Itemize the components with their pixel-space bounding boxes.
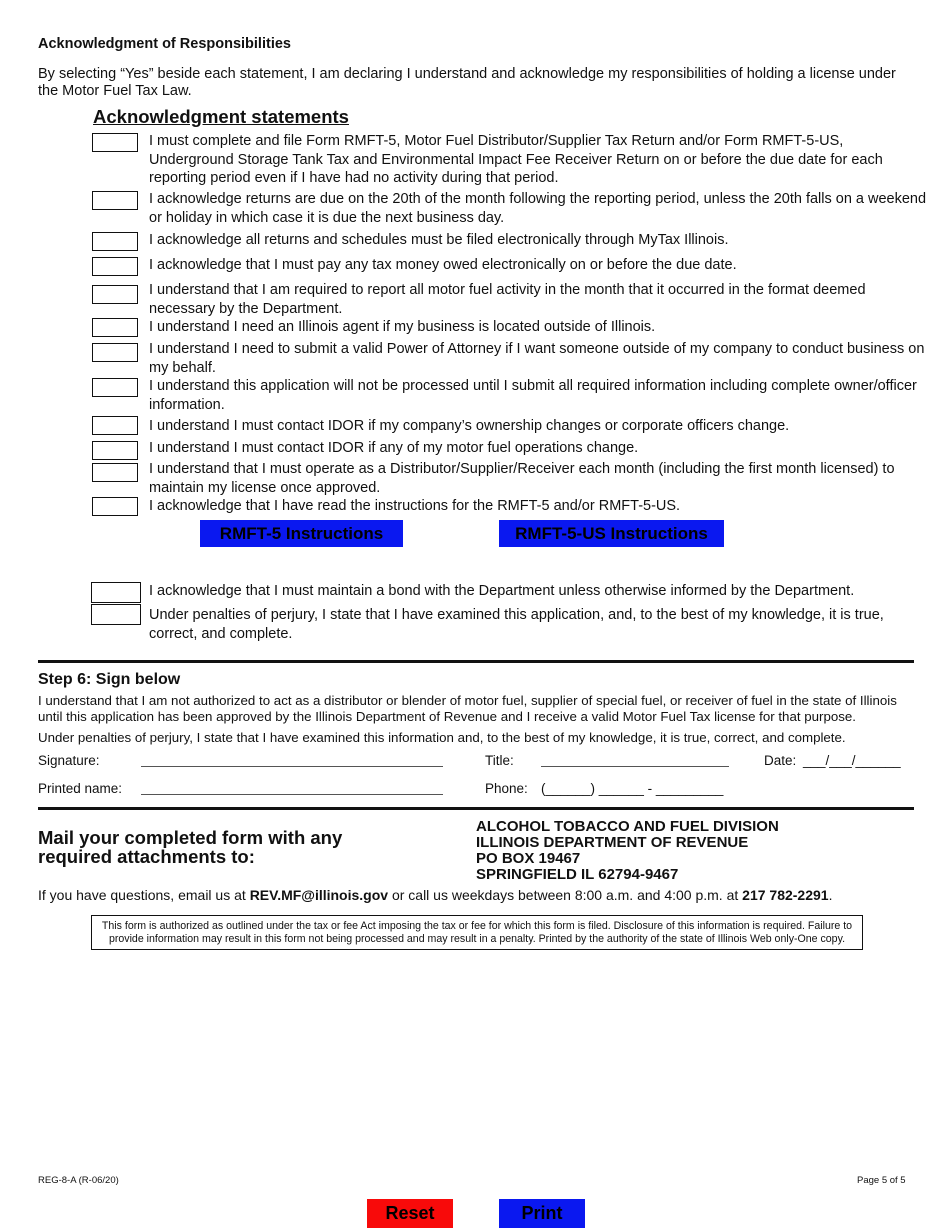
ack-statement-3: I acknowledge all returns and schedules must be filed electronically through MyTax Illinois.: [149, 232, 729, 248]
ack-checkbox-14[interactable]: [91, 604, 141, 625]
title-field[interactable]: [541, 766, 729, 767]
rmft5us-instructions-button[interactable]: RMFT-5-US Instructions: [499, 520, 724, 547]
ack-checkbox-2[interactable]: [92, 191, 138, 210]
ack-checkbox-3[interactable]: [92, 232, 138, 251]
ack-statement-6: I understand I need an Illinois agent if my business is located outside of Illinois.: [149, 319, 656, 335]
form-id: REG-8-A (R-06/20): [38, 1175, 119, 1186]
ack-checkbox-9[interactable]: [92, 416, 138, 435]
ack-statement-7: I understand I need to submit a valid Power of Attorney if I want someone outside of my company to conduct business on my behalf.: [149, 341, 925, 376]
contact-info: If you have questions, email us at REV.MF@illinois.gov or call us weekdays between 8:00 a.m. and 4:00 p.m. at 217 782-2291.: [38, 887, 833, 903]
ack-checkbox-5[interactable]: [92, 285, 138, 304]
ack-checkbox-11[interactable]: [92, 463, 138, 482]
ack-checkbox-4[interactable]: [92, 257, 138, 276]
statements-heading: Acknowledgment statements: [93, 106, 349, 127]
ack-checkbox-10[interactable]: [92, 441, 138, 460]
section-divider: [38, 807, 914, 810]
ack-statement-2: I acknowledge returns are due on the 20th of the month following the reporting period, unless the 20th falls on a weekend or holiday in which case it is due the next business day.: [149, 191, 927, 226]
ack-checkbox-8[interactable]: [92, 378, 138, 397]
mail-heading: Mail your completed form with any required attachments to:: [38, 827, 343, 867]
print-button[interactable]: Print: [499, 1199, 585, 1228]
printed-name-label: Printed name:: [38, 781, 123, 796]
ack-statement-12: I acknowledge that I have read the instructions for the RMFT-5 and/or RMFT-5-US.: [149, 498, 681, 514]
step6-perjury-text: Under penalties of perjury, I state that I have examined this information and, to the best of my knowledge, it is true, correct, and complete.: [38, 730, 846, 745]
address-line: SPRINGFIELD IL 62794-9467: [476, 866, 679, 883]
signature-label: Signature:: [38, 753, 100, 768]
disclosure-notice: This form is authorized as outlined under the tax or fee Act imposing the tax or fee for which this form is filed. Disclosure of this information is required. Failure to provide information may result in this form not being processed and may result in a penalty. Printed by the authority of the state of Illinois Web only-One copy.: [91, 915, 863, 950]
ack-checkbox-6[interactable]: [92, 318, 138, 337]
ack-checkbox-1[interactable]: [92, 133, 138, 152]
printed-name-field[interactable]: [141, 794, 443, 795]
address-line: PO BOX 19467: [476, 850, 581, 867]
page-number: Page 5 of 5: [857, 1175, 906, 1186]
ack-statement-11: I understand that I must operate as a Distributor/Supplier/Receiver each month (including the first month licensed) to maintain my license once approved.: [149, 461, 895, 496]
ack-statement-10: I understand I must contact IDOR if any of my motor fuel operations change.: [149, 440, 639, 456]
reset-button[interactable]: Reset: [367, 1199, 453, 1228]
date-field[interactable]: ___/___/______: [803, 753, 901, 768]
phone-label: Phone:: [485, 781, 528, 796]
section-heading: Acknowledgment of Responsibilities: [38, 36, 291, 52]
ack-statement-8: I understand this application will not be processed until I submit all required information including complete owner/officer information.: [149, 378, 917, 413]
ack-statement-5: I understand that I am required to report all motor fuel activity in the month that it occurred in the format deemed necessary by the Department.: [149, 282, 866, 317]
ack-statement-14: Under penalties of perjury, I state that I have examined this application, and, to the best of my knowledge, it is true, correct, and complete.: [149, 607, 884, 642]
date-label: Date:: [764, 753, 797, 768]
ack-checkbox-13[interactable]: [91, 582, 141, 603]
ack-checkbox-7[interactable]: [92, 343, 138, 362]
mailing-address: [476, 819, 779, 883]
rmft5-instructions-button[interactable]: RMFT-5 Instructions: [200, 520, 403, 547]
ack-statement-1: I must complete and file Form RMFT-5, Motor Fuel Distributor/Supplier Tax Return and/or Form RMFT-5-US, Underground Storage Tank Tax and Environmental Impact Fee Receiver Return on or before the due date for each reporting period even if I have had no activity during that period.: [149, 133, 883, 186]
step6-heading: Step 6: Sign below: [38, 671, 181, 688]
ack-statement-9: I understand I must contact IDOR if my company’s ownership changes or corporate officers change.: [149, 418, 790, 434]
ack-statement-13: I acknowledge that I must maintain a bond with the Department unless otherwise informed by the Department.: [149, 583, 855, 599]
section-divider: [38, 660, 914, 663]
intro-text: By selecting “Yes” beside each statement, I am declaring I understand and acknowledge my responsibilities of holding a license under the Motor Fuel Tax Law.: [38, 66, 896, 99]
address-line: ALCOHOL TOBACCO AND FUEL DIVISION: [476, 818, 779, 835]
title-label: Title:: [485, 753, 514, 768]
step6-authorization-text: I understand that I am not authorized to act as a distributor or blender of motor fuel, supplier of special fuel, or receiver of fuel in the state of Illinois until this application has been approved by the Illinois Department of Revenue and I receive a valid Motor Fuel Tax license for that purpose.: [38, 693, 897, 724]
ack-checkbox-12[interactable]: [92, 497, 138, 516]
address-line: ILLINOIS DEPARTMENT OF REVENUE: [476, 834, 749, 851]
contact-phone: 217 782-2291: [742, 887, 829, 903]
signature-field[interactable]: [141, 766, 443, 767]
phone-field[interactable]: (______) ______ - _________: [541, 781, 724, 796]
contact-email[interactable]: REV.MF@illinois.gov: [249, 887, 389, 903]
ack-statement-4: I acknowledge that I must pay any tax money owed electronically on or before the due date.: [149, 257, 737, 273]
